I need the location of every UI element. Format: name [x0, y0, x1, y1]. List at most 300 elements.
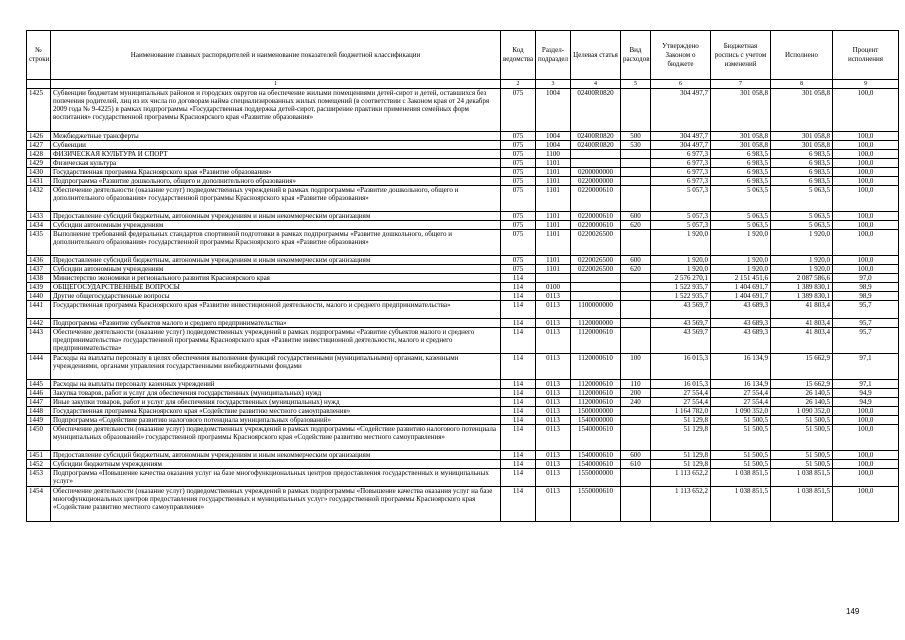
- department-code: 114: [501, 460, 536, 469]
- row-number: 1449: [27, 416, 51, 425]
- execution-percent: 100,0: [833, 425, 899, 451]
- expense-type-code: 620: [621, 221, 651, 230]
- schedule-amount: 6 983,5: [711, 159, 771, 168]
- execution-percent: 100,0: [833, 159, 899, 168]
- section-code: 0113: [536, 319, 571, 328]
- department-code: 114: [501, 328, 536, 354]
- department-code: 114: [501, 283, 536, 292]
- row-number: 1438: [27, 274, 51, 283]
- expense-type-code: [621, 469, 651, 487]
- expense-type-code: [621, 328, 651, 354]
- row-name: Подпрограмма «Повышение качества оказания услуг на базе многофункциональных центров предоставления государственных и муниципальных услуг»: [51, 469, 501, 487]
- schedule-amount: 16 134,9: [711, 354, 771, 380]
- department-code: 075: [501, 265, 536, 274]
- target-item-code: 1100000000: [571, 301, 621, 319]
- executed-amount: 51 500,5: [771, 460, 833, 469]
- table-row: [27, 186, 899, 212]
- approved-amount: 6 977,3: [651, 177, 711, 186]
- row-number: 1448: [27, 407, 51, 416]
- col-header-executed: Исполнено: [771, 31, 833, 80]
- schedule-amount: 301 058,8: [711, 132, 771, 141]
- target-item-code: 0220000610: [571, 186, 621, 212]
- row-name: Подпрограмма «Развитие дошкольного, общего и дополнительного образования»: [51, 177, 501, 186]
- section-code: 1101: [536, 159, 571, 168]
- row-name: Закупка товаров, работ и услуг для обеспечения государственных (муниципальных) нужд: [51, 389, 501, 398]
- row-name: Предоставление субсидий бюджетным, автономным учреждениям и иным некоммерческим организациям: [51, 451, 501, 460]
- target-item-code: 1120000610: [571, 398, 621, 407]
- approved-amount: 51 129,8: [651, 425, 711, 451]
- section-code: 0113: [536, 469, 571, 487]
- col-header-percent: Процент исполнения: [833, 31, 899, 80]
- section-code: 0113: [536, 487, 571, 522]
- section-code: 0113: [536, 389, 571, 398]
- expense-type-code: 110: [621, 380, 651, 389]
- schedule-amount: 27 554,4: [711, 398, 771, 407]
- executed-amount: 26 140,5: [771, 389, 833, 398]
- section-code: 1101: [536, 221, 571, 230]
- row-name: Субсидии бюджетным учреждениям: [51, 460, 501, 469]
- approved-amount: 6 977,3: [651, 150, 711, 159]
- target-item-code: 1120000610: [571, 328, 621, 354]
- section-code: 1101: [536, 230, 571, 256]
- table-row: [27, 283, 899, 292]
- row-name: Субвенции бюджетам муниципальных районов и городских округов на обеспечение жилыми помещениями детей-сирот и детей, оставшихся без попечения родителей, лиц из их числа по договорам найма специализированных жилых помещений (в соответствии с Законом края от 24 декабря 2009 года № 9-4225) в рамках подпрограммы «Государственная поддержка детей-сирот, расширение практики применения семейных форм воспитания» государственной программы Красноярского края «Развитие образования»: [51, 89, 501, 132]
- expense-type-code: [621, 425, 651, 451]
- row-number: 1437: [27, 265, 51, 274]
- execution-percent: 95,7: [833, 301, 899, 319]
- department-code: 075: [501, 186, 536, 212]
- expense-type-code: [621, 319, 651, 328]
- execution-percent: 97,1: [833, 380, 899, 389]
- executed-amount: 41 803,4: [771, 301, 833, 319]
- execution-percent: 97,0: [833, 274, 899, 283]
- section-code: 0113: [536, 416, 571, 425]
- table-row: [27, 274, 899, 283]
- approved-amount: 16 015,3: [651, 354, 711, 380]
- target-item-code: 1540000000: [571, 416, 621, 425]
- row-number: 1426: [27, 132, 51, 141]
- section-code: 1101: [536, 256, 571, 265]
- approved-amount: 1 164 782,0: [651, 407, 711, 416]
- row-name: Обеспечение деятельности (оказание услуг) подведомственных учреждений в рамках подпрограммы «Содействие развитию налогового потенциала муниципальных образований» государственной программы Красноярского края «Содействие развитию местного самоуправления»: [51, 425, 501, 451]
- expense-type-code: 100: [621, 354, 651, 380]
- row-number: 1428: [27, 150, 51, 159]
- row-number: 1430: [27, 168, 51, 177]
- schedule-amount: 1 090 352,0: [711, 407, 771, 416]
- executed-amount: 5 063,5: [771, 186, 833, 212]
- expense-type-code: 530: [621, 141, 651, 150]
- schedule-amount: 16 134,9: [711, 380, 771, 389]
- executed-amount: 1 389 830,1: [771, 283, 833, 292]
- table-row: [27, 177, 899, 186]
- page-number: 149: [846, 607, 860, 616]
- target-item-code: [571, 292, 621, 301]
- executed-amount: 6 983,5: [771, 150, 833, 159]
- row-number: 1450: [27, 425, 51, 451]
- executed-amount: 1 389 830,1: [771, 292, 833, 301]
- department-code: 075: [501, 168, 536, 177]
- department-code: 114: [501, 398, 536, 407]
- target-item-code: 1550000000: [571, 469, 621, 487]
- column-number: 9: [833, 80, 899, 89]
- row-name: Обеспечение деятельности (оказание услуг) подведомственных учреждений в рамках подпрограммы «Развитие дошкольного, общего и дополнительного образования» государственной программы Красноярского края «Развитие образования»: [51, 186, 501, 212]
- approved-amount: 1 920,0: [651, 265, 711, 274]
- row-name: Государственная программа Красноярского края «Развитие образования»: [51, 168, 501, 177]
- execution-percent: 100,0: [833, 265, 899, 274]
- row-number: 1445: [27, 380, 51, 389]
- executed-amount: 41 803,4: [771, 328, 833, 354]
- col-header-expense-type: Вид расходов: [621, 31, 651, 80]
- row-name: Министерство экономики и регионального развития Красноярского края: [51, 274, 501, 283]
- expense-type-code: 620: [621, 265, 651, 274]
- col-header-department-code: Код ведомства: [501, 31, 536, 80]
- expense-type-code: [621, 283, 651, 292]
- executed-amount: 5 063,5: [771, 212, 833, 221]
- row-name: Другие общегосударственные вопросы: [51, 292, 501, 301]
- schedule-amount: 301 058,8: [711, 141, 771, 150]
- row-number: 1427: [27, 141, 51, 150]
- schedule-amount: 5 063,5: [711, 186, 771, 212]
- department-code: 114: [501, 380, 536, 389]
- target-item-code: 1550000610: [571, 487, 621, 522]
- table-row: [27, 292, 899, 301]
- approved-amount: 51 129,8: [651, 451, 711, 460]
- expense-type-code: [621, 292, 651, 301]
- row-name: Субсидии автономным учреждениям: [51, 221, 501, 230]
- table-row: [27, 469, 899, 487]
- target-item-code: 0220026500: [571, 230, 621, 256]
- row-number: 1434: [27, 221, 51, 230]
- approved-amount: 6 977,3: [651, 168, 711, 177]
- row-name: ОБЩЕГОСУДАРСТВЕННЫЕ ВОПРОСЫ: [51, 283, 501, 292]
- execution-percent: 100,0: [833, 230, 899, 256]
- expense-type-code: [621, 177, 651, 186]
- approved-amount: 43 569,7: [651, 301, 711, 319]
- executed-amount: 5 063,5: [771, 221, 833, 230]
- executed-amount: 51 500,5: [771, 425, 833, 451]
- department-code: 114: [501, 274, 536, 283]
- approved-amount: 16 015,3: [651, 380, 711, 389]
- executed-amount: 1 920,0: [771, 230, 833, 256]
- target-item-code: 0220026500: [571, 265, 621, 274]
- table-row: [27, 398, 899, 407]
- approved-amount: 2 576 270,1: [651, 274, 711, 283]
- approved-amount: 5 057,3: [651, 212, 711, 221]
- target-item-code: 0220000000: [571, 177, 621, 186]
- header-row: [27, 31, 899, 80]
- table-row: [27, 221, 899, 230]
- execution-percent: 100,0: [833, 469, 899, 487]
- schedule-amount: 1 038 851,5: [711, 469, 771, 487]
- section-code: 1101: [536, 177, 571, 186]
- target-item-code: 1540000610: [571, 451, 621, 460]
- section-code: 0113: [536, 328, 571, 354]
- table-row: [27, 328, 899, 354]
- row-number: 1433: [27, 212, 51, 221]
- target-item-code: [571, 283, 621, 292]
- section-code: 1004: [536, 89, 571, 132]
- column-number: [27, 80, 51, 89]
- section-code: 1101: [536, 168, 571, 177]
- department-code: 114: [501, 416, 536, 425]
- table-row: [27, 389, 899, 398]
- target-item-code: 0220026500: [571, 256, 621, 265]
- executed-amount: 301 058,8: [771, 141, 833, 150]
- target-item-code: 1120000610: [571, 389, 621, 398]
- row-number: 1440: [27, 292, 51, 301]
- column-number: 8: [771, 80, 833, 89]
- row-name: Государственная программа Красноярского края «Содействие развитию местного самоуправления»: [51, 407, 501, 416]
- execution-percent: 100,0: [833, 460, 899, 469]
- target-item-code: [571, 150, 621, 159]
- col-header-target-item: Целевая статья: [571, 31, 621, 80]
- row-name: ФИЗИЧЕСКАЯ КУЛЬТУРА И СПОРТ: [51, 150, 501, 159]
- executed-amount: 6 983,5: [771, 159, 833, 168]
- schedule-amount: 27 554,4: [711, 389, 771, 398]
- row-number: 1452: [27, 460, 51, 469]
- executed-amount: 1 920,0: [771, 256, 833, 265]
- column-number: 1: [51, 80, 501, 89]
- expense-type-code: [621, 89, 651, 132]
- table-row: [27, 451, 899, 460]
- table-row: [27, 256, 899, 265]
- department-code: 075: [501, 177, 536, 186]
- executed-amount: 6 983,5: [771, 177, 833, 186]
- expense-type-code: 500: [621, 132, 651, 141]
- table-row: [27, 354, 899, 380]
- schedule-amount: 1 404 691,7: [711, 283, 771, 292]
- table-row: [27, 319, 899, 328]
- approved-amount: 304 497,7: [651, 141, 711, 150]
- schedule-amount: 2 151 451,6: [711, 274, 771, 283]
- expense-type-code: 610: [621, 460, 651, 469]
- execution-percent: 100,0: [833, 407, 899, 416]
- expense-type-code: [621, 301, 651, 319]
- budget-table-sheet: [26, 30, 898, 522]
- expense-type-code: 200: [621, 389, 651, 398]
- expense-type-code: [621, 487, 651, 522]
- target-item-code: 1500000000: [571, 407, 621, 416]
- expense-type-code: 600: [621, 451, 651, 460]
- row-name: Субсидии автономным учреждениям: [51, 265, 501, 274]
- department-code: 075: [501, 150, 536, 159]
- table-row: [27, 416, 899, 425]
- row-number: 1453: [27, 469, 51, 487]
- expense-type-code: 600: [621, 212, 651, 221]
- schedule-amount: 1 038 851,5: [711, 487, 771, 522]
- expense-type-code: 240: [621, 398, 651, 407]
- execution-percent: 100,0: [833, 168, 899, 177]
- executed-amount: 15 662,9: [771, 354, 833, 380]
- executed-amount: 6 983,5: [771, 168, 833, 177]
- execution-percent: 100,0: [833, 89, 899, 132]
- column-number: 4: [571, 80, 621, 89]
- section-code: 1100: [536, 150, 571, 159]
- schedule-amount: 51 500,5: [711, 425, 771, 451]
- table-row: [27, 425, 899, 451]
- table-row: [27, 487, 899, 522]
- execution-percent: 97,1: [833, 354, 899, 380]
- column-number: 6: [651, 80, 711, 89]
- expense-type-code: [621, 274, 651, 283]
- section-code: 1004: [536, 132, 571, 141]
- row-number: 1435: [27, 230, 51, 256]
- column-number: 7: [711, 80, 771, 89]
- schedule-amount: 51 500,5: [711, 451, 771, 460]
- section-code: 0113: [536, 292, 571, 301]
- department-code: 114: [501, 292, 536, 301]
- execution-percent: 100,0: [833, 221, 899, 230]
- approved-amount: 1 920,0: [651, 256, 711, 265]
- row-number: 1425: [27, 89, 51, 132]
- row-name: Предоставление субсидий бюджетным, автономным учреждениям и иным некоммерческим организациям: [51, 256, 501, 265]
- section-code: 0113: [536, 451, 571, 460]
- row-name: Обеспечение деятельности (оказание услуг) подведомственных учреждений в рамках подпрограммы «Развитие субъектов малого и среднего предпринимательства» государственной программы Красноярского края «Развитие инвестиционной деятельности, малого и среднего предпринимательства»: [51, 328, 501, 354]
- schedule-amount: 6 983,5: [711, 177, 771, 186]
- expense-type-code: [621, 186, 651, 212]
- approved-amount: 51 129,8: [651, 460, 711, 469]
- row-number: 1436: [27, 256, 51, 265]
- approved-amount: 1 522 935,7: [651, 283, 711, 292]
- target-item-code: 02400R0820: [571, 141, 621, 150]
- executed-amount: 1 920,0: [771, 265, 833, 274]
- department-code: 114: [501, 389, 536, 398]
- section-code: 1004: [536, 141, 571, 150]
- approved-amount: 5 057,3: [651, 186, 711, 212]
- section-code: 1101: [536, 265, 571, 274]
- department-code: 075: [501, 132, 536, 141]
- column-number: 2: [501, 80, 536, 89]
- schedule-amount: 51 500,5: [711, 460, 771, 469]
- expense-type-code: [621, 407, 651, 416]
- target-item-code: 0220000610: [571, 212, 621, 221]
- target-item-code: 1120000000: [571, 319, 621, 328]
- executed-amount: 1 038 851,5: [771, 469, 833, 487]
- row-number: 1444: [27, 354, 51, 380]
- department-code: 075: [501, 256, 536, 265]
- expense-type-code: 600: [621, 256, 651, 265]
- row-number: 1439: [27, 283, 51, 292]
- section-code: 0100: [536, 283, 571, 292]
- approved-amount: 43 569,7: [651, 328, 711, 354]
- row-name: Государственная программа Красноярского края «Развитие инвестиционной деятельности, малого и среднего предпринимательства»: [51, 301, 501, 319]
- execution-percent: 100,0: [833, 256, 899, 265]
- budget-execution-table: [26, 30, 899, 522]
- expense-type-code: [621, 159, 651, 168]
- approved-amount: 1 522 935,7: [651, 292, 711, 301]
- department-code: 075: [501, 141, 536, 150]
- department-code: 114: [501, 425, 536, 451]
- approved-amount: 51 129,8: [651, 416, 711, 425]
- schedule-amount: 6 983,5: [711, 150, 771, 159]
- section-code: 0113: [536, 354, 571, 380]
- schedule-amount: 1 404 691,7: [711, 292, 771, 301]
- execution-percent: 100,0: [833, 132, 899, 141]
- expense-type-code: [621, 168, 651, 177]
- expense-type-code: [621, 150, 651, 159]
- row-number: 1441: [27, 301, 51, 319]
- row-number: 1451: [27, 451, 51, 460]
- schedule-amount: 1 920,0: [711, 230, 771, 256]
- execution-percent: 100,0: [833, 416, 899, 425]
- row-number: 1447: [27, 398, 51, 407]
- schedule-amount: 5 063,5: [711, 212, 771, 221]
- executed-amount: 301 058,8: [771, 132, 833, 141]
- target-item-code: 1120000610: [571, 354, 621, 380]
- table-row: [27, 380, 899, 389]
- execution-percent: 95,7: [833, 328, 899, 354]
- executed-amount: 51 500,5: [771, 451, 833, 460]
- table-row: [27, 212, 899, 221]
- table-row: [27, 301, 899, 319]
- expense-type-code: [621, 230, 651, 256]
- target-item-code: 1540000610: [571, 425, 621, 451]
- schedule-amount: 301 058,8: [711, 89, 771, 132]
- section-code: 0113: [536, 398, 571, 407]
- row-name: Субвенции: [51, 141, 501, 150]
- execution-percent: 94,9: [833, 398, 899, 407]
- execution-percent: 100,0: [833, 186, 899, 212]
- department-code: 114: [501, 487, 536, 522]
- table-row: [27, 132, 899, 141]
- row-name: Выполнение требований федеральных стандартов спортивной подготовки в рамках подпрограммы «Развитие дошкольного, общего и дополнительного образования» государственной программы Красноярского края «Развитие образования»: [51, 230, 501, 256]
- approved-amount: 1 920,0: [651, 230, 711, 256]
- table-row: [27, 230, 899, 256]
- execution-percent: 95,7: [833, 319, 899, 328]
- executed-amount: 15 662,9: [771, 380, 833, 389]
- section-code: 1101: [536, 186, 571, 212]
- schedule-amount: 6 983,5: [711, 168, 771, 177]
- execution-percent: 98,9: [833, 283, 899, 292]
- target-item-code: 02400R0820: [571, 132, 621, 141]
- department-code: 114: [501, 354, 536, 380]
- col-header-row-number: № строки: [27, 31, 51, 80]
- executed-amount: 41 803,4: [771, 319, 833, 328]
- row-name: Физическая культура: [51, 159, 501, 168]
- target-item-code: [571, 274, 621, 283]
- execution-percent: 100,0: [833, 451, 899, 460]
- department-code: 075: [501, 230, 536, 256]
- row-name: Подпрограмма «Содействие развитию налогового потенциала муниципальных образований»: [51, 416, 501, 425]
- schedule-amount: 43 689,3: [711, 301, 771, 319]
- execution-percent: 100,0: [833, 150, 899, 159]
- table-row: [27, 168, 899, 177]
- col-header-approved: Утверждено Законом о бюджете: [651, 31, 711, 80]
- execution-percent: 100,0: [833, 487, 899, 522]
- section-code: 0113: [536, 380, 571, 389]
- col-header-section: Раздел-подраздел: [536, 31, 571, 80]
- department-code: 114: [501, 301, 536, 319]
- target-item-code: [571, 159, 621, 168]
- department-code: 075: [501, 89, 536, 132]
- approved-amount: 27 554,4: [651, 398, 711, 407]
- section-code: 0113: [536, 301, 571, 319]
- table-row: [27, 265, 899, 274]
- row-number: 1429: [27, 159, 51, 168]
- table-row: [27, 159, 899, 168]
- target-item-code: 0200000000: [571, 168, 621, 177]
- row-number: 1446: [27, 389, 51, 398]
- department-code: 114: [501, 469, 536, 487]
- schedule-amount: 43 689,3: [711, 319, 771, 328]
- row-name: Расходы на выплаты персоналу в целях обеспечения выполнения функций государственными (муниципальными) органами, казенными учреждениями, органами управления государственными внебюджетными фондами: [51, 354, 501, 380]
- approved-amount: 43 569,7: [651, 319, 711, 328]
- section-code: [536, 274, 571, 283]
- expense-type-code: [621, 416, 651, 425]
- table-row: [27, 460, 899, 469]
- approved-amount: 27 554,4: [651, 389, 711, 398]
- col-header-name: Наименование главных распорядителей и наименование показателей бюджетной классификации: [51, 31, 501, 80]
